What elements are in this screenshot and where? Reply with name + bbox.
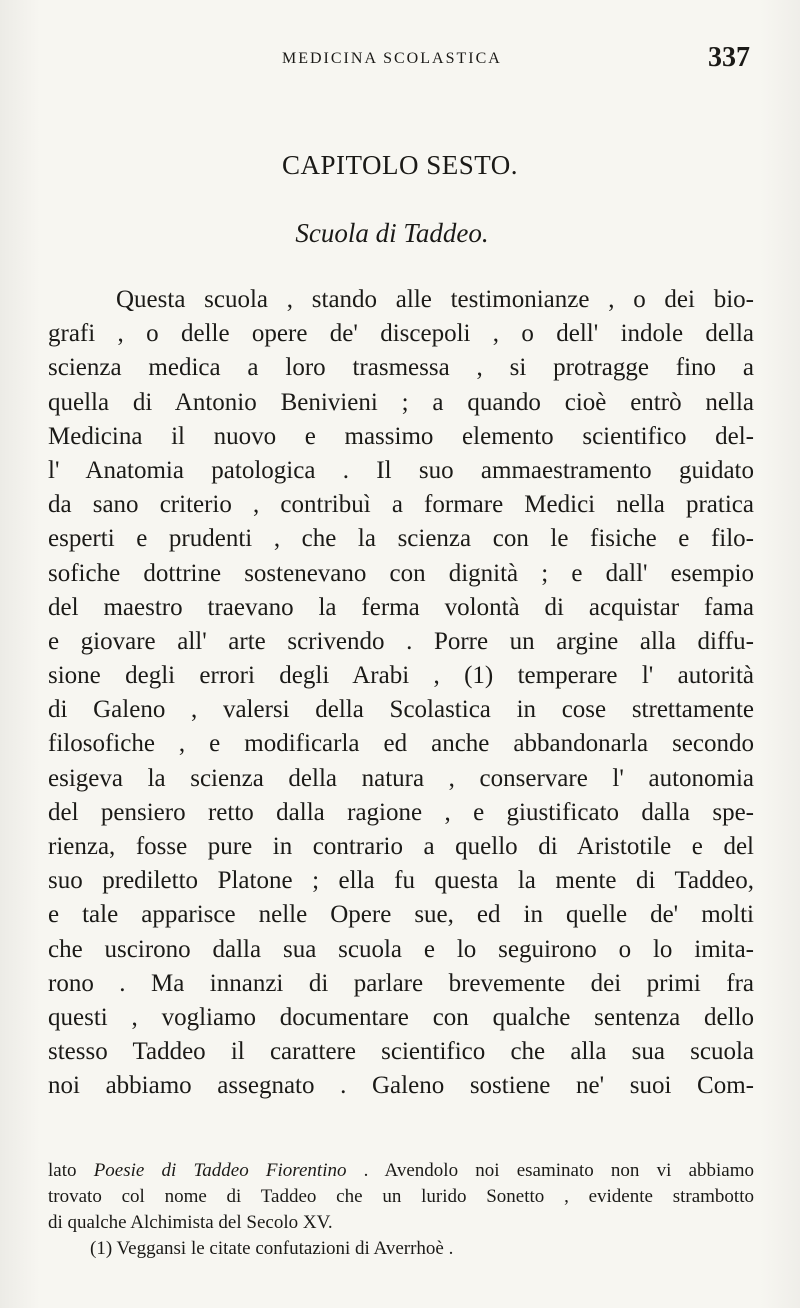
chapter-subtitle: Scuola di Taddeo. [295, 218, 489, 248]
footnote-line: di qualche Alchimista del Secolo XV. [48, 1212, 333, 1233]
text-line: stesso Taddeo il carattere scientifico che alla sua scuola [48, 1038, 754, 1066]
text-line: che uscirono dalla sua scuola e lo seguirono o lo imita- [48, 935, 754, 963]
footnote-continuation-line [48, 1158, 754, 1184]
text-line: rono . Ma innanzi di parlare brevemente dei primi fra [48, 969, 754, 997]
footnote-text: . Avendolo noi esaminato non vi abbiamo [363, 1160, 754, 1181]
text-line: l' Anatomia patologica . Il suo ammaestramento guidato [48, 456, 754, 484]
text-line: noi abbiamo assegnato . Galeno sostiene ne' suoi Com- [48, 1072, 754, 1100]
footnote-line: trovato col nome di Taddeo che un lurido Sonetto , evidente strambotto [48, 1186, 754, 1207]
text-line: e tale apparisce nelle Opere sue, ed in quelle de' molti [48, 901, 754, 929]
text-line: Medicina il nuovo e massimo elemento scientifico del- [48, 422, 754, 450]
text-line: esperti e prudenti , che la scienza con le fisiche e filo- [48, 525, 754, 553]
text-line: del pensiero retto dalla ragione , e giustificato dalla spe- [48, 798, 754, 826]
page-number: 337 [708, 42, 750, 73]
footnote-1: (1) Veggansi le citate confutazioni di Averrhoè . [90, 1238, 454, 1259]
text-line: e giovare all' arte scrivendo . Porre un argine alla diffu- [48, 627, 754, 655]
running-title: MEDICINA SCOLASTICA [282, 50, 502, 67]
text-line: di Galeno , valersi della Scolastica in cose strettamente [48, 696, 754, 724]
footnotes [48, 1158, 754, 1262]
chapter-title: CAPITOLO SESTO. [281, 150, 519, 180]
text-line: del maestro traevano la ferma volontà di acquistar fama [48, 593, 754, 621]
text-line: quella di Antonio Benivieni ; a quando cioè entrò nella [48, 388, 754, 416]
text-line: scienza medica a loro trasmessa , si protragge fino a [48, 354, 754, 382]
text-line: suo prediletto Platone ; ella fu questa la mente di Taddeo, [48, 867, 754, 895]
text-line: grafi , o delle opere de' discepoli , o dell' indole della [48, 320, 754, 348]
text-line: da sano criterio , contribuì a formare Medici nella pratica [48, 491, 754, 519]
text-line: questi , vogliamo documentare con qualche sentenza dello [48, 1003, 754, 1031]
text-line: sione degli errori degli Arabi , (1) temperare l' autorità [48, 662, 754, 690]
footnote-cited-title: Poesie di Taddeo Fiorentino [93, 1160, 347, 1181]
text-line: rienza, fosse pure in contrario a quello di Aristotile e del [48, 833, 754, 860]
text-line: Questa scuola , stando alle testimonianze , o dei bio- [116, 286, 754, 313]
text-line: sofiche dottrine sostenevano con dignità ; e dall' esempio [48, 559, 754, 587]
running-head [0, 44, 800, 84]
text-line: esigeva la scienza della natura , conservare l' autonomia [48, 764, 754, 792]
footnote-text: lato [48, 1160, 77, 1181]
body-text [48, 283, 754, 1104]
text-line: filosofiche , e modificarla ed anche abbandonarla secondo [48, 730, 754, 758]
